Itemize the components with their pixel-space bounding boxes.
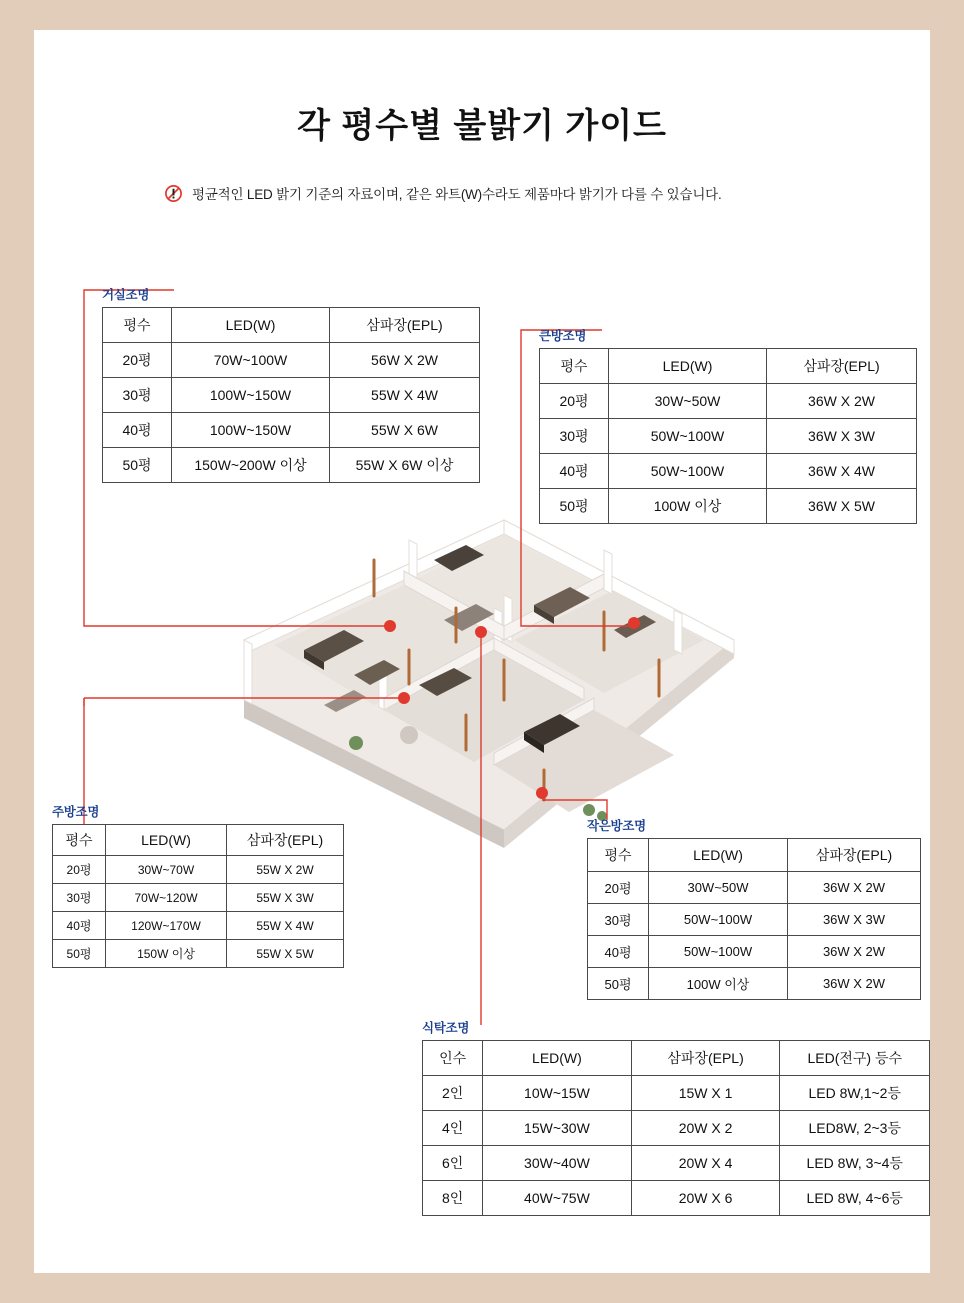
cell: 6인 [423,1146,483,1181]
col-header: 평수 [53,825,106,856]
table-label-living: 거실조명 [102,288,150,302]
cell: 55W X 6W [330,413,480,448]
table-header-row [103,308,480,343]
table-header-row [53,825,344,856]
cell: LED 8W, 3~4등 [780,1146,930,1181]
cell: LED8W, 2~3등 [780,1111,930,1146]
table-row [540,454,917,489]
cell: 15W~30W [483,1111,631,1146]
cell: 55W X 3W [227,884,344,912]
cell: 36W X 2W [788,872,921,904]
cell: 20평 [53,856,106,884]
cell: 20평 [540,384,609,419]
cell: 20W X 6 [631,1181,780,1216]
cell: 36W X 2W [767,384,917,419]
cell: 20평 [588,872,649,904]
kitchen-lighting-table [52,824,344,968]
cell: 30평 [588,904,649,936]
cell: 30W~50W [609,384,767,419]
cell: 40W~75W [483,1181,631,1216]
cell: 30W~50W [649,872,788,904]
cell: 40평 [588,936,649,968]
living-lighting-table [102,307,480,483]
table-block-smallroom [587,816,921,1000]
table-label-kitchen: 주방조명 [52,805,100,819]
table-header-row [588,839,921,872]
col-header: 인수 [423,1041,483,1076]
cell: 56W X 2W [330,343,480,378]
cell: 30W~70W [106,856,227,884]
cell: 100W~150W [172,378,330,413]
cell: 50평 [53,940,106,968]
cell: 55W X 6W 이상 [330,448,480,483]
cell: 4인 [423,1111,483,1146]
table-row [540,419,917,454]
bigroom-lighting-table [539,348,917,524]
table-row [423,1146,930,1181]
cell: 55W X 4W [330,378,480,413]
cell: 36W X 5W [767,489,917,524]
table-row [53,884,344,912]
table-row [588,968,921,1000]
col-header: 삼파장(EPL) [330,308,480,343]
page-title: 각 평수별 불밝기 가이드 [297,107,667,145]
cell: 40평 [103,413,172,448]
cell: 50평 [103,448,172,483]
cell: 55W X 4W [227,912,344,940]
col-header: 삼파장(EPL) [767,349,917,384]
cell: 120W~170W [106,912,227,940]
table-label-dining: 식탁조명 [422,1021,470,1035]
cell: 36W X 2W [788,936,921,968]
table-row [540,489,917,524]
table-row [103,343,480,378]
cell: 50W~100W [609,454,767,489]
cell: 36W X 3W [788,904,921,936]
cell: 8인 [423,1181,483,1216]
cell: 50W~100W [649,936,788,968]
table-row [103,448,480,483]
cell: 40평 [53,912,106,940]
col-header: LED(W) [106,825,227,856]
table-row [103,378,480,413]
table-label-smallroom: 작은방조명 [587,819,646,833]
table-row [53,940,344,968]
cell: 70W~100W [172,343,330,378]
smallroom-lighting-table [587,838,921,1000]
table-header-row [423,1041,930,1076]
dining-lighting-table [422,1040,930,1216]
notice-row [164,183,864,203]
cell: 20평 [103,343,172,378]
cell: 10W~15W [483,1076,631,1111]
table-block-dining [422,1018,930,1216]
cell: 70W~120W [106,884,227,912]
table-row [588,936,921,968]
col-header: 평수 [103,308,172,343]
cell: 2인 [423,1076,483,1111]
cell: 15W X 1 [631,1076,780,1111]
cell: 100W 이상 [649,968,788,1000]
cell: LED 8W,1~2등 [780,1076,930,1111]
cell: 30평 [53,884,106,912]
col-header: LED(전구) 등수 [780,1041,930,1076]
table-row [588,872,921,904]
table-row [540,384,917,419]
table-row [423,1111,930,1146]
table-row [423,1076,930,1111]
col-header: 삼파장(EPL) [631,1041,780,1076]
cell: 50W~100W [609,419,767,454]
cell: 36W X 2W [788,968,921,1000]
col-header: LED(W) [649,839,788,872]
cell: 20W X 2 [631,1111,780,1146]
table-row [588,904,921,936]
cell: 55W X 5W [227,940,344,968]
table-row [53,856,344,884]
table-block-living [102,285,480,483]
cell: 40평 [540,454,609,489]
cell: 100W~150W [172,413,330,448]
table-row [423,1181,930,1216]
warning-exclamation-icon [164,184,183,203]
cell: 30평 [540,419,609,454]
cell: 30W~40W [483,1146,631,1181]
col-header: 삼파장(EPL) [788,839,921,872]
table-row [103,413,480,448]
cell: 20W X 4 [631,1146,780,1181]
cell: LED 8W, 4~6등 [780,1181,930,1216]
cell: 36W X 4W [767,454,917,489]
col-header: LED(W) [172,308,330,343]
cell: 150W~200W 이상 [172,448,330,483]
table-label-bigroom: 큰방조명 [539,329,587,343]
col-header: LED(W) [609,349,767,384]
cell: 50평 [540,489,609,524]
cell: 55W X 2W [227,856,344,884]
table-row [53,912,344,940]
notice-text: 평균적인 LED 밝기 기준의 자료이며, 같은 와트(W)수라도 제품마다 밝기가 다를 수 있습니다. [192,187,722,202]
guide-page [34,30,930,1273]
table-block-bigroom [539,326,917,524]
table-header-row [540,349,917,384]
cell: 100W 이상 [609,489,767,524]
cell: 50평 [588,968,649,1000]
cell: 150W 이상 [106,940,227,968]
col-header: 평수 [588,839,649,872]
cell: 30평 [103,378,172,413]
col-header: 평수 [540,349,609,384]
table-block-kitchen [52,802,344,968]
col-header: 삼파장(EPL) [227,825,344,856]
cell: 36W X 3W [767,419,917,454]
col-header: LED(W) [483,1041,631,1076]
cell: 50W~100W [649,904,788,936]
